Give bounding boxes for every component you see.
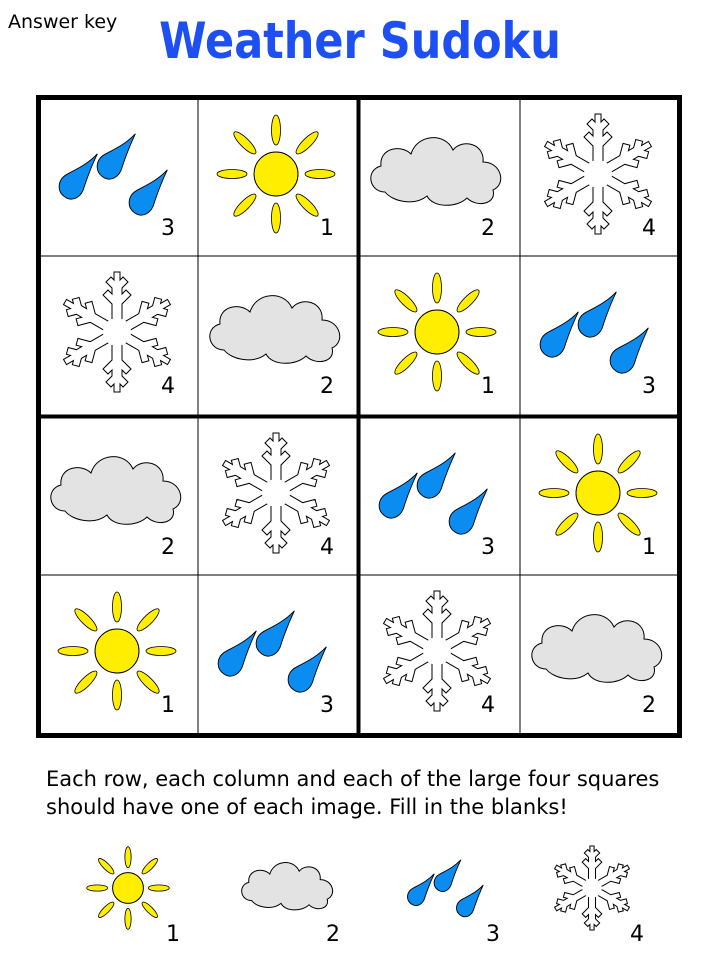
instructions-line-1: Each row, each column and each of the large four squares	[46, 767, 660, 791]
legend-item	[226, 838, 356, 948]
cell-number: 3	[161, 216, 175, 241]
grid-cell	[41, 419, 197, 575]
cell-number: 2	[320, 374, 334, 399]
cell-number: 1	[320, 216, 334, 241]
legend-item	[66, 838, 196, 948]
grid-cell	[522, 577, 678, 733]
grid-cell	[200, 577, 356, 733]
legend-number: 3	[486, 922, 500, 947]
grid-cell	[361, 577, 517, 733]
legend-number: 2	[326, 922, 340, 947]
cell-number: 1	[161, 693, 175, 718]
cell-number: 4	[161, 374, 175, 399]
cell-number: 2	[161, 535, 175, 560]
grid-cell	[361, 258, 517, 414]
grid-cell	[200, 419, 356, 575]
grid-cell	[522, 258, 678, 414]
cell-number: 1	[481, 374, 495, 399]
legend-item	[530, 838, 660, 948]
grid-cell	[361, 419, 517, 575]
cell-number: 3	[481, 535, 495, 560]
grid-cell	[200, 100, 356, 256]
grid-cell	[361, 100, 517, 256]
grid-cell	[522, 419, 678, 575]
cell-number: 2	[642, 693, 656, 718]
sudoku-grid	[36, 95, 682, 738]
cell-number: 4	[642, 216, 656, 241]
page-title: Weather Sudoku	[159, 12, 561, 70]
answer-key-label: Answer key	[8, 11, 118, 33]
grid-cell	[41, 258, 197, 414]
cell-number: 1	[642, 535, 656, 560]
cell-number: 2	[481, 216, 495, 241]
cell-number: 4	[320, 535, 334, 560]
instructions-line-2: should have one of each image. Fill in the blanks!	[46, 795, 568, 819]
cell-number: 4	[481, 693, 495, 718]
grid-cell	[41, 577, 197, 733]
cell-number: 3	[320, 693, 334, 718]
grid-cell	[200, 258, 356, 414]
grid-cell	[522, 100, 678, 256]
instructions	[46, 765, 696, 821]
cell-number: 3	[642, 374, 656, 399]
legend-number: 1	[166, 922, 180, 947]
grid-cell	[41, 100, 197, 256]
legend-item	[386, 838, 516, 948]
legend-number: 4	[630, 922, 644, 947]
